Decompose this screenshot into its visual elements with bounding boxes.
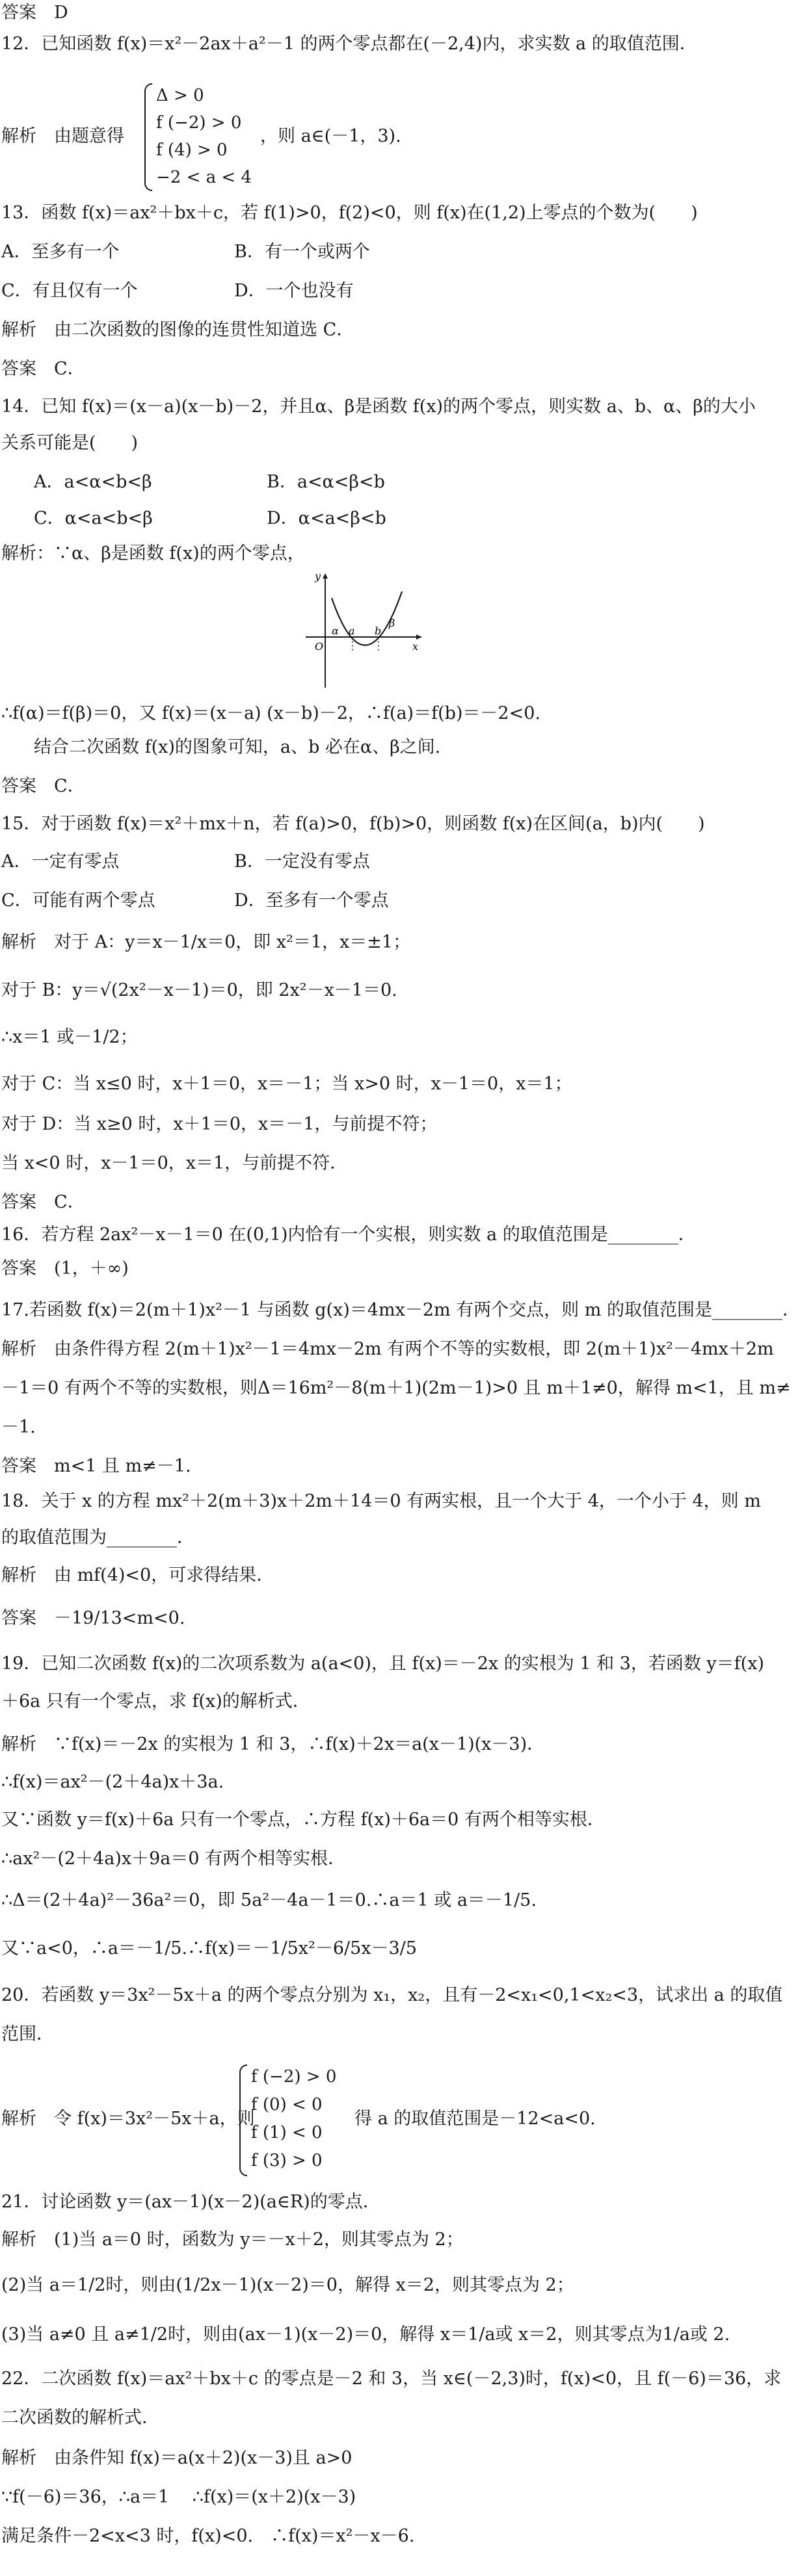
x-axis-label: x [412, 640, 419, 653]
solution-18: 解析 由 mf(4)<0，可求得结果． [1, 1565, 274, 1585]
solution-19-line1: 解析 ∵f(x)＝－2x 的实根为 1 和 3，∴f(x)＋2x＝a(x－1)(x－3)． [1, 1734, 545, 1754]
question-14-line2: 关系可能是( ) [1, 433, 139, 453]
option-15-b: B．一定没有零点 [234, 852, 370, 872]
solution-19-line4: ∴ax²－(2＋4a)x＋9a＝0 有两个相等实根． [1, 1849, 346, 1869]
option-15-a: A．一定有零点 [1, 852, 120, 872]
solution-19-line6: 又∵a<0，∴a＝－1/5.∴f(x)＝－1/5x²－6/5x－3/5 [1, 1938, 417, 1958]
solution-14-line1: 解析：∵α、β是函数 f(x)的两个零点， [1, 543, 305, 564]
option-14-a: A．a<α<b<β [34, 472, 152, 492]
answer-18: 答案 －19/13<m<0. [1, 1608, 185, 1628]
origin-label: O [315, 640, 324, 653]
parabola-figure [306, 572, 423, 689]
solution-17-line3: －1. [1, 1417, 36, 1437]
beta-label: β [389, 617, 395, 629]
solution-15-line4: 对于 C：当 x≤0 时，x＋1＝0，x＝－1；当 x>0 时，x－1＝0，x＝1； [1, 1074, 572, 1094]
solution-22-line3: 满足条件－2<x<3 时，f(x)<0. ∴f(x)＝x²－x－6. [1, 2526, 415, 2546]
option-13-b: B．有一个或两个 [234, 242, 370, 262]
question-18-line2: 的取值范围为________． [1, 1528, 194, 1548]
left-brace [239, 2064, 247, 2176]
option-13-c: C．有且仅有一个 [1, 281, 138, 301]
system-row: f (−2) > 0 [251, 2067, 337, 2087]
answer-14: 答案 C． [1, 776, 85, 796]
question-22-line1: 22．二次函数 f(x)＝ax²＋bx＋c 的零点是－2 和 3，当 x∈(－2,3)时，f(x)<0，且 f(－6)＝36，求 [1, 2369, 782, 2389]
solution-21-line2: (2)当 a＝1/2时，则由(1/2x－1)(x－2)＝0，解得 x＝2，则其零点为 2； [1, 2275, 574, 2295]
system-row: f (0) < 0 [251, 2095, 323, 2114]
solution-19-line3: 又∵函数 y＝f(x)＋6a 只有一个零点，∴方程 f(x)＋6a＝0 有两个相等实根． [1, 1810, 605, 1830]
solution-20-label: 解析 令 f(x)＝3x²－5x＋a，则 [1, 2109, 255, 2129]
solution-17-line2: －1＝0 有两个不等的实数根，则Δ＝16m²－8(m＋1)(2m－1)>0 且 m＋1≠0，解得 m<1，且 m≠ [1, 1378, 791, 1398]
option-14-c: C．α<a<b<β [34, 508, 153, 528]
question-12: 12．已知函数 f(x)＝x²－2ax＋a²－1 的两个零点都在(－2,4)内，求实数 a 的取值范围． [1, 34, 697, 54]
option-14-d: D．α<a<β<b [267, 508, 386, 528]
question-21: 21．讨论函数 y＝(ax－1)(x－2)(a∈R)的零点． [1, 2192, 380, 2212]
question-20-line1: 20．若函数 y＝3x²－5x＋a 的两个零点分别为 x₁，x₂，且有－2<x₁<0,1<x₂<3，试求出 a 的取值 [1, 1985, 783, 2005]
answer-16: 答案 (1，＋∞) [1, 1258, 129, 1279]
system-row: f (3) > 0 [251, 2151, 323, 2170]
solution-22-line2: ∵f(－6)＝36，∴a＝1 ∴f(x)＝(x＋2)(x－3) [1, 2487, 356, 2507]
answer-15: 答案 C． [1, 1192, 85, 1212]
alpha-label: α [332, 625, 339, 637]
solution-13: 解析 由二次函数的图像的连贯性知道选 C． [1, 320, 354, 340]
system-row: f (1) < 0 [251, 2123, 323, 2142]
x-axis-arrow [416, 634, 421, 640]
option-14-b: B．a<α<β<b [267, 472, 385, 492]
system-row: −2 < a < 4 [156, 168, 252, 187]
y-axis-arrow [323, 573, 328, 579]
question-18-line1: 18．关于 x 的方程 mx²＋2(m＋3)x＋2m＋14＝0 有两实根，且一个大于 4，一个小于 4，则 m [1, 1491, 761, 1511]
solution-17-line1: 解析 由条件得方程 2(m＋1)x²－1＝4mx－2m 有两个不等的实数根，即 2(m＋1)x²－4mx＋2m [1, 1339, 774, 1359]
system-row: f (−2) > 0 [156, 113, 242, 133]
solution-22-line1: 解析 由条件知 f(x)＝a(x＋2)(x－3)且 a>0 [1, 2448, 353, 2468]
question-19-line2: ＋6a 只有一个零点，求 f(x)的解析式． [1, 1691, 310, 1711]
question-15: 15．对于函数 f(x)＝x²＋mx＋n，若 f(a)>0，f(b)>0，则函数 f(x)在区间(a，b)内( ) [1, 814, 705, 834]
solution-12-result: ，则 a∈(－1，3). [260, 126, 401, 146]
question-20-line2: 范围． [1, 2024, 54, 2044]
question-17: 17.若函数 f(x)＝2(m＋1)x²－1 与函数 g(x)＝4mx－2m 有两个交点，则 m 的取值范围是________． [1, 1300, 800, 1320]
solution-19-line5: ∴Δ＝(2＋4a)²－36a²＝0，即 5a²－4a－1＝0.∴a＝1 或 a＝－1/5. [1, 1890, 537, 1910]
left-brace [144, 83, 152, 191]
solution-15-line3: ∴x＝1 或－1/2； [1, 1027, 138, 1047]
question-14-line1: 14．已知 f(x)＝(x－a)(x－b)－2，并且α、β是函数 f(x)的两个零点，则实数 a、b、α、β的大小 [1, 397, 756, 417]
option-13-d: D．一个也没有 [234, 281, 354, 301]
answer-11: 答案 D [1, 3, 68, 23]
solution-20-result: 得 a 的取值范围是－12<a<0. [354, 2109, 596, 2129]
a-label: a [349, 625, 355, 637]
solution-21-line1: 解析 (1)当 a＝0 时，函数为 y＝－x＋2，则其零点为 2； [1, 2230, 464, 2250]
b-label: b [375, 625, 382, 637]
solution-15-line1: 解析 对于 A：y＝x－1/x＝0，即 x²＝1，x＝±1； [1, 932, 411, 952]
solution-21-line3: (3)当 a≠0 且 a≠1/2时，则由(ax－1)(x－2)＝0，解得 x＝1/a或 x＝2，则其零点为1/a或 2. [1, 2324, 730, 2345]
system-20 [251, 2064, 349, 2176]
option-15-d: D．至多有一个零点 [234, 891, 389, 911]
option-13-a: A．至多有一个 [1, 242, 120, 262]
solution-19-line2: ∴f(x)＝ax²－(2＋4a)x＋3a. [1, 1772, 224, 1792]
question-19-line1: 19．已知二次函数 f(x)的二次项系数为 a(a<0)，且 f(x)＝－2x 的实根为 1 和 3，若函数 y＝f(x) [1, 1654, 764, 1674]
option-15-c: C．可能有两个零点 [1, 891, 155, 911]
answer-17: 答案 m<1 且 m≠－1. [1, 1456, 191, 1476]
solution-12-label: 解析 由题意得 [1, 126, 124, 146]
question-13: 13．函数 f(x)＝ax²＋bx＋c，若 f(1)>0，f(2)<0，则 f(x)在(1,2)上零点的个数为( ) [1, 203, 698, 223]
question-16: 16．若方程 2ax²－x－1＝0 在(0,1)内恰有一个实根，则实数 a 的取值范围是________． [1, 1225, 696, 1245]
answer-13: 答案 C． [1, 359, 85, 379]
solution-15-line6: 当 x<0 时，x－1＝0，x＝1，与前提不符． [1, 1153, 348, 1173]
system-row: Δ > 0 [156, 86, 204, 105]
system-row: f (4) > 0 [156, 140, 228, 160]
solution-15-line5: 对于 D：当 x≥0 时，x＋1＝0，x＝－1，与前提不符； [1, 1114, 438, 1134]
solution-15-line2: 对于 B：y＝√(2x²－x－1)＝0，即 2x²－x－1＝0. [1, 980, 397, 1000]
solution-14-line3: 结合二次函数 f(x)的图象可知，a、b 必在α、β之间. [34, 737, 441, 757]
question-22-line2: 二次函数的解析式． [1, 2408, 159, 2428]
y-axis-label: y [315, 570, 321, 582]
solution-14-line2: ∴f(α)＝f(β)＝0，又 f(x)＝(x－a) (x－b)－2，∴f(a)＝f(b)＝－2<0. [1, 703, 540, 723]
